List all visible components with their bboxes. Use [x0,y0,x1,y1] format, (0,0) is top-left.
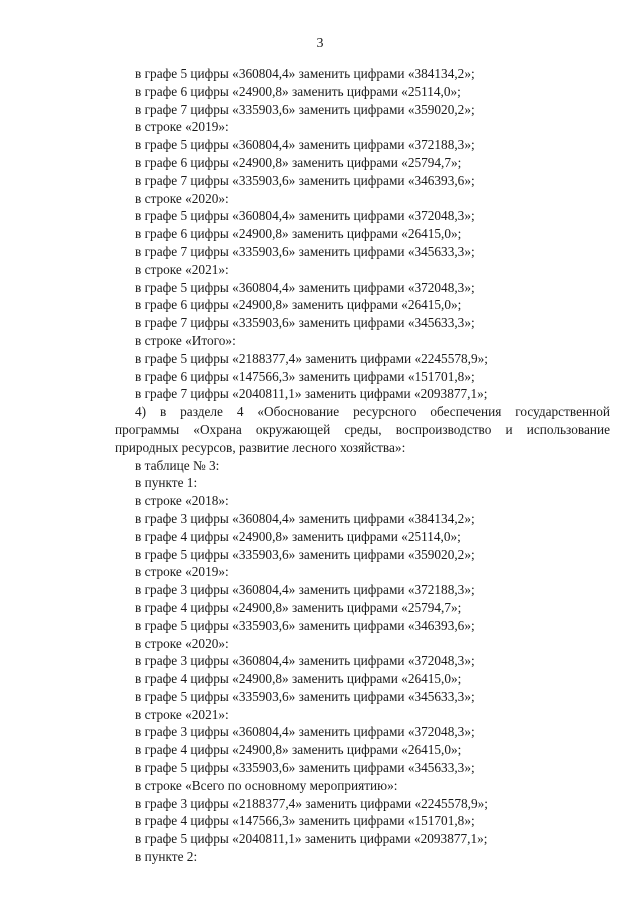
amendment-line: в графе 3 цифры «2188377,4» заменить цифрами «2245578,9»; [135,795,488,811]
row-heading: в строке «2019»: [135,564,229,580]
amendment-line: в графе 5 цифры «360804,4» заменить цифрами «372188,3»; [135,137,475,153]
item-heading: в пункте 1: [135,475,198,491]
amendment-line: в графе 5 цифры «335903,6» заменить цифрами «345633,3»; [135,760,475,776]
amendment-line: в графе 5 цифры «335903,6» заменить цифрами «346393,6»; [135,617,475,633]
amendment-line: в графе 6 цифры «147566,3» заменить цифрами «151701,8»; [135,368,475,384]
row-heading: в строке «Всего по основному мероприятию»: [135,777,398,793]
section-paragraph-line: 4) в разделе 4 «Обоснование ресурсного обеспечения государственной [135,404,610,420]
document-body [115,65,610,866]
amendment-line: в графе 3 цифры «360804,4» заменить цифрами «384134,2»; [135,510,475,526]
amendment-line: в графе 4 цифры «24900,8» заменить цифрами «26415,0»; [135,742,462,758]
amendment-line: в графе 7 цифры «335903,6» заменить цифрами «345633,3»; [135,315,475,331]
page-number: 3 [316,36,324,51]
amendment-line: в графе 6 цифры «24900,8» заменить цифрами «25794,7»; [135,154,462,170]
amendment-line: в графе 5 цифры «360804,4» заменить цифрами «372048,3»; [135,279,475,295]
amendment-line: в графе 5 цифры «335903,6» заменить цифрами «359020,2»; [135,546,475,562]
amendment-line: в графе 4 цифры «24900,8» заменить цифрами «25794,7»; [135,599,462,615]
row-heading: в строке «2021»: [135,261,229,277]
table-heading: в таблице № 3: [135,457,220,473]
amendment-line: в графе 7 цифры «335903,6» заменить цифрами «346393,6»; [135,172,475,188]
row-heading: в строке «2020»: [135,190,229,206]
row-heading: в строке «2019»: [135,119,229,135]
amendment-line: в графе 5 цифры «360804,4» заменить цифрами «384134,2»; [135,66,475,81]
amendment-line: в графе 7 цифры «335903,6» заменить цифрами «345633,3»; [135,243,475,259]
amendment-line: в графе 5 цифры «2040811,1» заменить цифрами «2093877,1»; [135,831,488,847]
amendment-line: в графе 6 цифры «24900,8» заменить цифрами «26415,0»; [135,226,462,242]
amendment-line: в графе 6 цифры «24900,8» заменить цифрами «26415,0»; [135,297,462,313]
amendment-line: в графе 4 цифры «24900,8» заменить цифрами «26415,0»; [135,671,462,687]
amendment-line: в графе 4 цифры «147566,3» заменить цифрами «151701,8»; [135,813,475,829]
row-heading: в строке «2020»: [135,635,229,651]
row-heading: в строке «2021»: [135,706,229,722]
amendment-line: в графе 3 цифры «360804,4» заменить цифрами «372188,3»; [135,582,475,598]
amendment-line: в графе 5 цифры «360804,4» заменить цифрами «372048,3»; [135,208,475,224]
amendment-line: в графе 3 цифры «360804,4» заменить цифрами «372048,3»; [135,653,475,669]
row-heading: в строке «Итого»: [135,332,236,348]
amendment-line: в графе 3 цифры «360804,4» заменить цифрами «372048,3»; [135,724,475,740]
section-paragraph-line: программы «Охрана окружающей среды, воспроизводство и использование [115,421,610,437]
section-paragraph-line: природных ресурсов, развитие лесного хозяйства»: [115,439,406,455]
amendment-line: в графе 7 цифры «335903,6» заменить цифрами «359020,2»; [135,101,475,117]
item-heading: в пункте 2: [135,849,198,865]
row-heading: в строке «2018»: [135,493,229,509]
amendment-line: в графе 5 цифры «335903,6» заменить цифрами «345633,3»; [135,688,475,704]
amendment-line: в графе 7 цифры «2040811,1» заменить цифрами «2093877,1»; [135,386,488,402]
amendment-line: в графе 5 цифры «2188377,4» заменить цифрами «2245578,9»; [135,350,488,366]
amendment-line: в графе 4 цифры «24900,8» заменить цифрами «25114,0»; [135,528,461,544]
amendment-line: в графе 6 цифры «24900,8» заменить цифрами «25114,0»; [135,83,461,99]
